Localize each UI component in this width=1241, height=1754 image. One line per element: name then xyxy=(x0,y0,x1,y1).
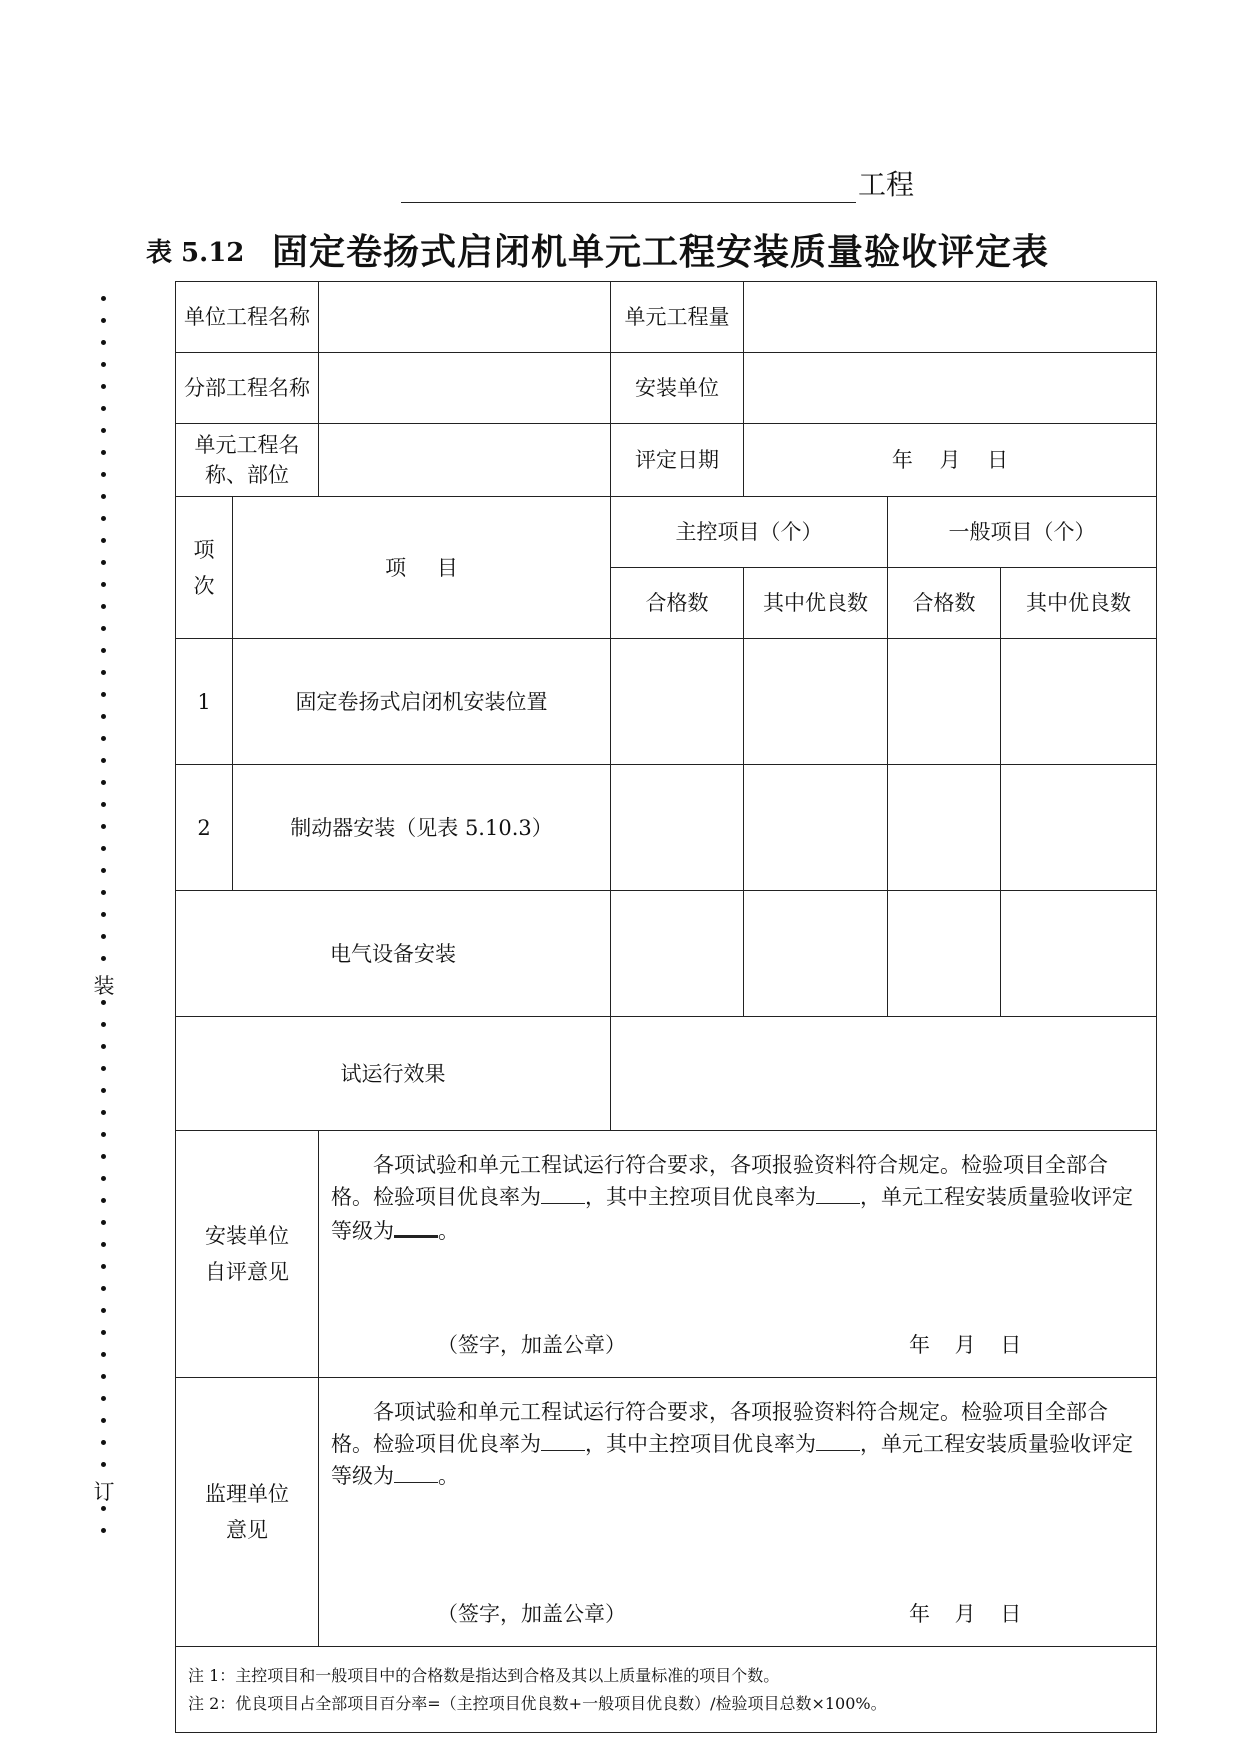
binding-dot xyxy=(101,626,106,631)
general-excellent-cell[interactable] xyxy=(1001,891,1157,1017)
binding-dot xyxy=(101,802,106,807)
install-unit-field[interactable] xyxy=(744,353,1157,424)
electrical-row xyxy=(176,891,1157,1017)
binding-dot xyxy=(101,1462,106,1467)
binding-dot xyxy=(101,736,106,741)
main-excellent-cell[interactable] xyxy=(744,891,888,1017)
binding-mark: 装 xyxy=(93,974,115,998)
binding-dot xyxy=(101,846,106,851)
binding-dot xyxy=(101,428,106,433)
general-qualified-header: 合格数 xyxy=(888,568,1001,639)
opinion-text-b: ，其中主控项目优良率为 xyxy=(585,1185,816,1209)
binding-dot xyxy=(101,1176,106,1181)
binding-dot xyxy=(101,1220,106,1225)
binding-dot xyxy=(101,1022,106,1027)
item-row-2 xyxy=(176,765,1157,891)
binding-dot xyxy=(101,494,106,499)
binding-dot xyxy=(101,582,106,587)
main-qualified-cell[interactable] xyxy=(611,891,744,1017)
signature-row xyxy=(319,1329,1156,1361)
binding-dot xyxy=(101,296,106,301)
title-row xyxy=(0,222,1241,278)
binding-dot xyxy=(101,824,106,829)
supervision-opinion-row xyxy=(176,1378,1157,1647)
binding-dot xyxy=(101,1110,106,1115)
item-seq: 1 xyxy=(176,639,233,765)
opinion-text-c: ，单元工程安装质量验收评定等级为 xyxy=(331,1432,1133,1488)
unit-quantity-field[interactable] xyxy=(744,282,1157,353)
trial-run-row xyxy=(176,1017,1157,1131)
binding-dot xyxy=(101,1528,106,1533)
binding-dot xyxy=(101,670,106,675)
item-header: 项 目 xyxy=(233,497,611,639)
signature-date: 年 月 日 xyxy=(909,1602,1022,1626)
main-qualified-cell[interactable] xyxy=(611,765,744,891)
note-1: 注 1：主控项目和一般项目中的合格数是指达到合格及其以上质量标准的项目个数。 xyxy=(188,1665,780,1685)
opinion-text-a: 各项试验和单元工程试运行符合要求，各项报验资料符合规定。检验项目全部合格。检验项目优良率为 xyxy=(331,1153,1108,1209)
item-seq: 2 xyxy=(176,765,233,891)
project-name-line xyxy=(401,163,914,203)
self-opinion-row xyxy=(176,1131,1157,1378)
binding-dot xyxy=(101,538,106,543)
binding-margin xyxy=(93,296,113,1536)
self-opinion-label xyxy=(176,1131,319,1378)
binding-dot xyxy=(101,384,106,389)
sub-project-name-field[interactable] xyxy=(319,353,611,424)
opinion-text-b: ，其中主控项目优良率为 xyxy=(585,1432,816,1456)
supervision-opinion-label-text: 监理单位意见 xyxy=(205,1482,289,1542)
general-excellent-header: 其中优良数 xyxy=(1001,568,1157,639)
item-name: 固定卷扬式启闭机安装位置 xyxy=(233,639,611,765)
signature-date: 年 月 日 xyxy=(909,1333,1022,1357)
binding-dot xyxy=(101,1286,106,1291)
binding-dot xyxy=(101,890,106,895)
unit-project-name-field[interactable] xyxy=(319,282,611,353)
sub-project-name-label: 分部工程名称 xyxy=(176,353,319,424)
binding-dot xyxy=(101,1418,106,1423)
signature-label: （签字，加盖公章） xyxy=(437,1333,626,1357)
binding-dot xyxy=(101,406,106,411)
main-qualified-cell[interactable] xyxy=(611,639,744,765)
self-opinion-label-text: 安装单位自评意见 xyxy=(205,1224,289,1284)
binding-dot xyxy=(101,692,106,697)
binding-dot xyxy=(101,1088,106,1093)
trial-run-field[interactable] xyxy=(611,1017,1157,1131)
info-row-1 xyxy=(176,282,1157,353)
binding-dot xyxy=(101,1506,106,1511)
binding-dot xyxy=(101,362,106,367)
main-excellent-cell[interactable] xyxy=(744,765,888,891)
binding-dot xyxy=(101,1132,106,1137)
main-excellent-header: 其中优良数 xyxy=(744,568,888,639)
binding-dot xyxy=(101,318,106,323)
eval-date-field[interactable]: 年 月 日 xyxy=(744,424,1157,497)
binding-dot xyxy=(101,1264,106,1269)
binding-dot xyxy=(101,1352,106,1357)
opinion-text-d: 。 xyxy=(438,1464,459,1488)
self-opinion-text xyxy=(331,1149,1146,1247)
binding-dot xyxy=(101,1440,106,1445)
binding-dot xyxy=(101,1330,106,1335)
excellent-rate-blank[interactable] xyxy=(541,1181,585,1204)
binding-dot xyxy=(101,340,106,345)
general-qualified-cell[interactable] xyxy=(888,765,1001,891)
trial-run-label: 试运行效果 xyxy=(176,1017,611,1131)
excellent-rate-blank[interactable] xyxy=(541,1428,585,1451)
grade-blank[interactable] xyxy=(394,1213,438,1238)
supervision-opinion-text xyxy=(331,1396,1146,1492)
note-2: 注 2：优良项目占全部项目百分率=（主控项目优良数+一般项目优良数）/检验项目总数×100%。 xyxy=(188,1693,887,1713)
electrical-label: 电气设备安装 xyxy=(176,891,611,1017)
binding-dot xyxy=(101,1154,106,1159)
binding-dot xyxy=(101,956,106,961)
binding-dot xyxy=(101,516,106,521)
signature-row xyxy=(319,1598,1156,1630)
table-number: 表 5.12 xyxy=(146,238,245,268)
signature-label: （签字，加盖公章） xyxy=(437,1602,626,1626)
item-row-1 xyxy=(176,639,1157,765)
element-name-label-text: 单元工程名称、部位 xyxy=(194,433,300,487)
binding-dot xyxy=(101,1396,106,1401)
binding-dot xyxy=(101,912,106,917)
install-unit-label: 安装单位 xyxy=(611,353,744,424)
main-excellent-rate-blank[interactable] xyxy=(816,1181,860,1204)
general-qualified-cell[interactable] xyxy=(888,891,1001,1017)
binding-dot xyxy=(101,450,106,455)
notes-row xyxy=(176,1647,1157,1733)
notes-cell xyxy=(176,1647,1157,1733)
general-excellent-cell[interactable] xyxy=(1001,765,1157,891)
self-opinion-field[interactable] xyxy=(319,1131,1157,1378)
eval-date-label: 评定日期 xyxy=(611,424,744,497)
binding-dot xyxy=(101,1066,106,1071)
binding-dot xyxy=(101,1242,106,1247)
supervision-opinion-field[interactable] xyxy=(319,1378,1157,1647)
seq-header xyxy=(176,497,233,639)
binding-dot xyxy=(101,714,106,719)
binding-dot xyxy=(101,560,106,565)
general-qualified-cell[interactable] xyxy=(888,639,1001,765)
binding-dot xyxy=(101,1198,106,1203)
binding-dot xyxy=(101,868,106,873)
binding-mark: 订 xyxy=(93,1480,115,1504)
binding-dot xyxy=(101,1044,106,1049)
binding-dot xyxy=(101,472,106,477)
project-name-blank[interactable] xyxy=(401,168,856,203)
binding-dot xyxy=(101,934,106,939)
binding-dot xyxy=(101,648,106,653)
binding-dot xyxy=(101,1374,106,1379)
binding-dot xyxy=(101,604,106,609)
binding-dot xyxy=(101,1308,106,1313)
opinion-text-d: 。 xyxy=(438,1219,459,1243)
page-title: 固定卷扬式启闭机单元工程安装质量验收评定表 xyxy=(272,231,1050,273)
general-items-header: 一般项目（个） xyxy=(888,497,1157,568)
info-row-3 xyxy=(176,424,1157,497)
evaluation-form-table xyxy=(175,281,1157,1733)
opinion-text-a: 各项试验和单元工程试运行符合要求，各项报验资料符合规定。检验项目全部合格。检验项目优良率为 xyxy=(331,1400,1108,1456)
main-qualified-header: 合格数 xyxy=(611,568,744,639)
binding-dot xyxy=(101,1000,106,1005)
project-suffix: 工程 xyxy=(858,168,915,201)
info-row-2 xyxy=(176,353,1157,424)
general-excellent-cell[interactable] xyxy=(1001,639,1157,765)
opinion-text-c: ，单元工程安装质量验收评定等级为 xyxy=(331,1185,1133,1243)
unit-quantity-label: 单元工程量 xyxy=(611,282,744,353)
element-name-label xyxy=(176,424,319,497)
supervision-opinion-label xyxy=(176,1378,319,1647)
seq-header-text: 项次 xyxy=(193,537,215,598)
grade-blank[interactable] xyxy=(394,1460,438,1483)
main-excellent-rate-blank[interactable] xyxy=(816,1428,860,1451)
binding-dot xyxy=(101,780,106,785)
main-excellent-cell[interactable] xyxy=(744,639,888,765)
element-name-field[interactable] xyxy=(319,424,611,497)
item-name: 制动器安装（见表 5.10.3） xyxy=(233,765,611,891)
main-items-header: 主控项目（个） xyxy=(611,497,888,568)
unit-project-name-label: 单位工程名称 xyxy=(176,282,319,353)
binding-dot xyxy=(101,758,106,763)
header-row-1 xyxy=(176,497,1157,568)
